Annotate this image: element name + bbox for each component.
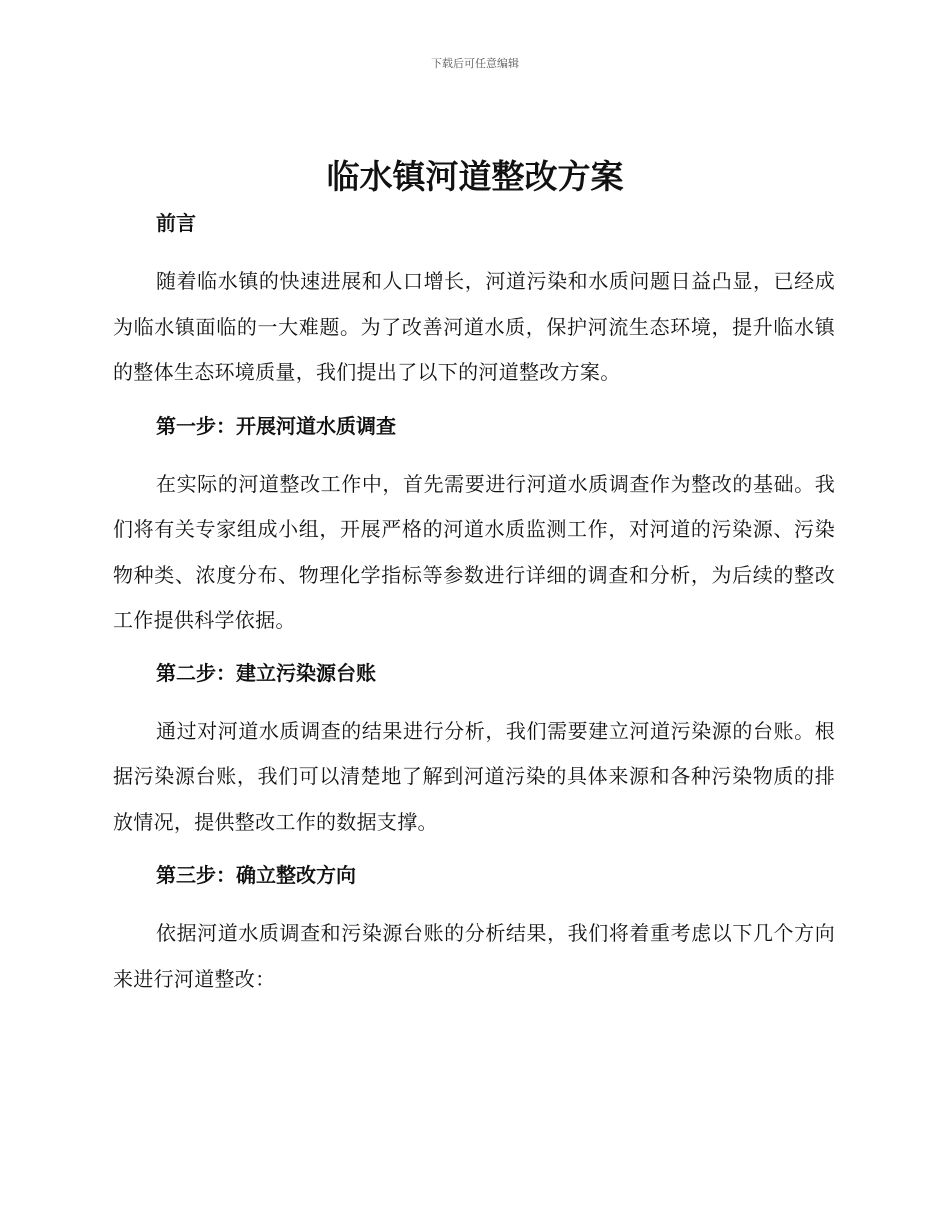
header-note: 下载后可任意编辑 (431, 57, 519, 70)
section-heading-step2: 第二步：建立污染源台账 (156, 660, 376, 685)
section-paragraph-step2: 通过对河道水质调查的结果进行分析，我们需要建立河道污染源的台账。根据污染源台账，我们可以清楚地了解到河道污染的具体来源和各种污染物质的排放情况，提供整改工作的数据支撑。 (113, 718, 835, 834)
section-paragraph-step3: 依据河道水质调查和污染源台账的分析结果，我们将着重考虑以下几个方向来进行河道整改： (113, 921, 835, 991)
section-heading-intro: 前言 (156, 211, 196, 235)
document-title: 临水镇河道整改方案 (326, 157, 624, 196)
document-body (113, 205, 835, 1002)
section-paragraph-step1: 在实际的河道整改工作中，首先需要进行河道水质调查作为整改的基础。我们将有关专家组成小组，开展严格的河道水质监测工作，对河道的污染源、污染物种类、浓度分布、物理化学指标等参数进行详细的调查和分析，为后续的整改工作提供科学依据。 (113, 471, 835, 632)
section-heading-step1: 第一步：开展河道水质调查 (156, 413, 396, 438)
section-paragraph-intro: 随着临水镇的快速进展和人口增长，河道污染和水质问题日益凸显，已经成为临水镇面临的一大难题。为了改善河道水质，保护河流生态环境，提升临水镇的整体生态环境质量，我们提出了以下的河道整改方案。 (113, 269, 835, 384)
section-heading-step3: 第三步：确立整改方向 (156, 863, 356, 887)
